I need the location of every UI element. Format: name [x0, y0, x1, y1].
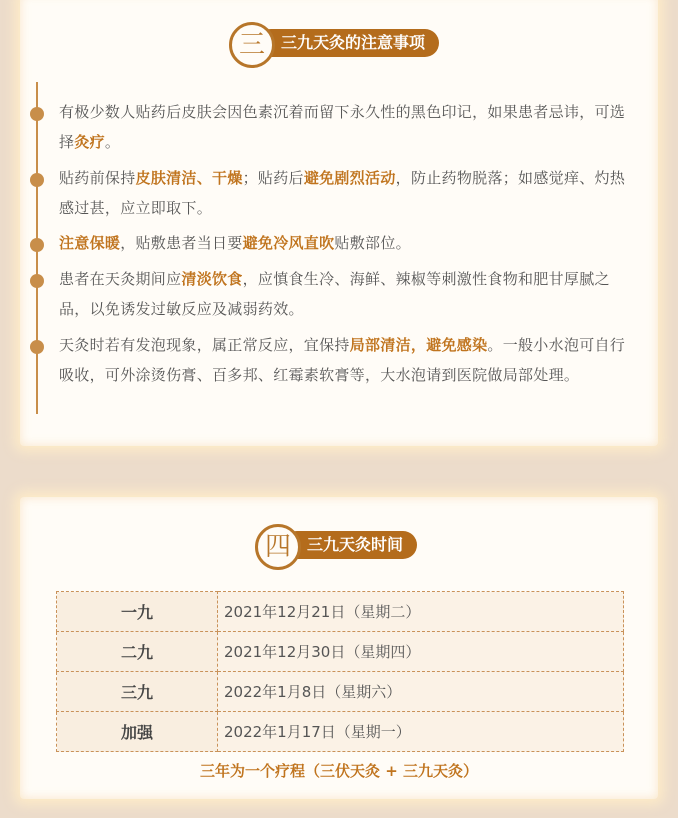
row-label: 一九 [57, 592, 218, 632]
body-text: 。一般小水泡可自行吸收，可外涂烫伤膏、百多邦、红霉素软膏等，大水泡请到医院做局部处理。 [59, 336, 626, 384]
bullet-dot [30, 173, 44, 187]
row-date: 2022年1月17日（星期一） [218, 712, 624, 752]
highlight-text: 皮肤清洁、干燥 [135, 169, 243, 187]
bullet-dot [30, 107, 44, 121]
table-row [57, 592, 624, 632]
table-row [57, 672, 624, 712]
highlight-text: 避免冷风直吹 [242, 234, 335, 252]
item-text [59, 97, 631, 157]
item-text [59, 330, 631, 390]
section-header-schedule [255, 524, 435, 570]
body-text: 贴敷部位。 [334, 234, 411, 252]
table-row [57, 712, 624, 752]
body-text: 患者在天灸期间应 [59, 270, 182, 288]
item-text [59, 163, 631, 223]
section-header-notes [229, 22, 459, 68]
highlight-text: 避免剧烈活动 [303, 169, 396, 187]
section-number-badge: 三 [229, 22, 275, 68]
body-text: 贴药前保持 [59, 169, 136, 187]
section-number-badge: 四 [255, 524, 301, 570]
bullet-dot [30, 340, 44, 354]
row-date: 2021年12月30日（星期四） [218, 632, 624, 672]
highlight-text: 灸疗 [74, 133, 105, 151]
row-label: 三九 [57, 672, 218, 712]
bullet-dot [30, 238, 44, 252]
body-text: ，防止药物脱落；如感觉痒、灼热感过甚，应立即取下。 [59, 169, 626, 217]
row-date: 2021年12月21日（星期二） [218, 592, 624, 632]
item-text [59, 228, 631, 258]
table-row [57, 632, 624, 672]
row-label: 二九 [57, 632, 218, 672]
item-text [59, 264, 631, 324]
body-text: ；贴药后 [242, 169, 304, 187]
course-note: 三年为一个疗程（三伏天灸 + 三九天灸） [199, 762, 478, 780]
row-label: 加强 [57, 712, 218, 752]
highlight-text: 清淡饮食 [181, 270, 243, 288]
bullet-dot [30, 274, 44, 288]
section-title: 三九天灸的注意事项 [257, 29, 439, 57]
schedule-table [56, 591, 624, 752]
body-text: 天灸时若有发泡现象，属正常反应，宜保持 [59, 336, 350, 354]
highlight-text: 注意保暖 [59, 234, 121, 252]
body-text: 有极少数人贴药后皮肤会因色素沉着而留下永久性的黑色印记，如果患者忌讳，可选择 [59, 103, 626, 151]
row-date: 2022年1月8日（星期六） [218, 672, 624, 712]
highlight-text: 局部清洁，避免感染 [349, 336, 488, 354]
section-title: 三九天灸时间 [283, 531, 417, 559]
body-text: 。 [104, 133, 121, 151]
body-text: ，应慎食生冷、海鲜、辣椒等刺激性食物和肥甘厚腻之品，以免诱发过敏反应及减弱药效。 [59, 270, 610, 318]
body-text: ，贴敷患者当日要 [120, 234, 243, 252]
